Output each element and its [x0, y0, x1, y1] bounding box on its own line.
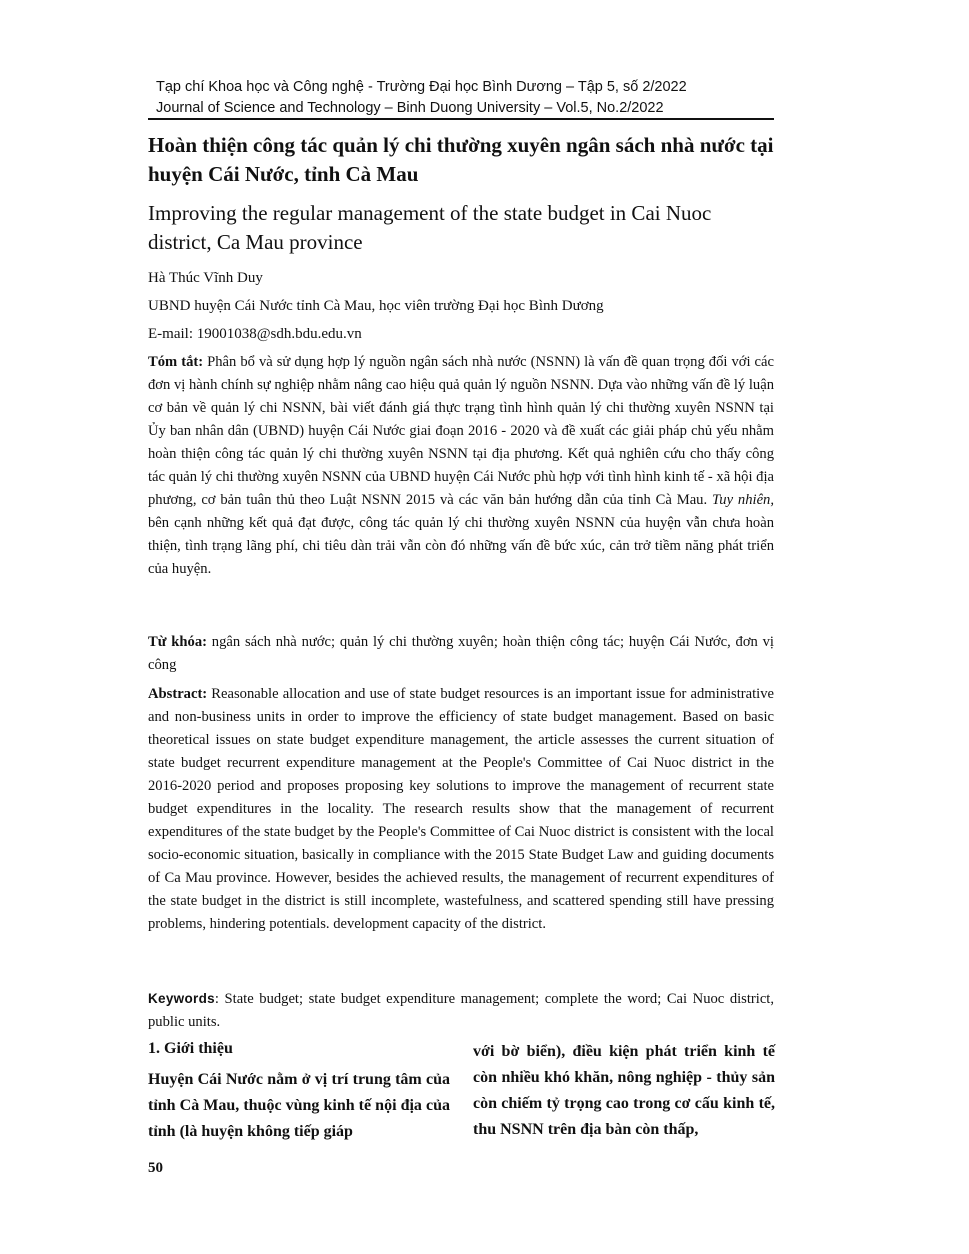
keywords-en-text: : State budget; state budget expenditure management; complete the word; Cai Nuoc district, public units. [148, 991, 774, 1030]
keywords-vn-label: Từ khóa: [148, 634, 207, 650]
abstract-en-text: Reasonable allocation and use of state budget resources is an important issue for administrative and non-business units in order to improve the efficiency of state budget management. Based on basic theoretical issues on state budget expenditure management, the article assesses the current situation of state budget recurrent expenditure management at the People's Committee of Cai Nuoc district in the 2016-2020 period and proposes proposing key solutions to improve the management of recurrent state budget expenditures in the locality. The research results show that the management of recurrent expenditures of the state budget by the People's Committee of Cai Nuoc district is consistent with the local socio-economic situation, basically in compliance with the 2015 State Budget Law and guiding documents of Ca Mau province. However, besides the achieved results, the management of recurrent expenditures of the state budget in the district is still incomplete, wastefulness, and scattered spending still have pressing problems, hindering potentials. development capacity of the district. [148, 686, 774, 932]
keywords-vn-text: ngân sách nhà nước; quản lý chi thường xuyên; hoàn thiện công tác; huyện Cái Nước, đơn vị công [148, 634, 774, 673]
body-column-left: Huyện Cái Nước nằm ở vị trí trung tâm của tỉnh Cà Mau, thuộc vùng kinh tế nội địa của tỉnh (là huyện không tiếp giáp [148, 1071, 450, 1140]
article-title-vn: Hoàn thiện công tác quản lý chi thường xuyên ngân sách nhà nước tại huyện Cái Nước, tỉnh Cà Mau [148, 133, 774, 186]
author-name: Hà Thúc Vĩnh Duy [148, 270, 263, 286]
journal-header-en: Journal of Science and Technology – Binh Duong University – Vol.5, No.2/2022 [156, 100, 664, 116]
keywords-vn [148, 631, 774, 677]
body-column-right: với bờ biển), điều kiện phát triển kinh tế còn nhiều khó khăn, nông nghiệp - thủy sản còn chiếm tỷ trọng cao trong cơ cấu kinh tế, thu NSNN trên địa bàn còn thấp, [473, 1043, 775, 1138]
summary-vn-label: Tóm tắt: [148, 354, 204, 370]
summary-vn-italic: Tuy nhiên, [711, 492, 774, 508]
section-title: 1. Giới thiệu [148, 1040, 233, 1057]
keywords-en-label: Keywords [148, 991, 215, 1006]
abstract-en-label: Abstract: [148, 686, 208, 702]
article-title-en: Improving the regular management of the state budget in Cai Nuoc district, Ca Mau province [148, 201, 712, 254]
summary-vn [148, 351, 774, 581]
summary-vn-text-1: Phân bổ và sử dụng hợp lý nguồn ngân sách nhà nước (NSNN) là vấn đề quan trọng đối với các đơn vị hành chính sự nghiệp nhằm nâng cao hiệu quả quản lý nguồn NSNN. Dựa vào những vấn đề lý luận cơ bản về quản lý chi NSNN, bài viết đánh giá thực trạng tình hình quản lý chi thường xuyên NSNN tại Ủy ban nhân dân (UBND) huyện Cái Nước giai đoạn 2016 - 2020 và đề xuất các giải pháp chủ yếu nhằm hoàn thiện công tác quản lý chi thường xuyên NSNN tại địa phương. Kết quả nghiên cứu cho thấy công tác quản lý chi thường xuyên NSNN của UBND huyện Cái Nước phù hợp với tình hình kinh tế - xã hội địa phương, cơ bản tuân thủ theo Luật NSNN 2015 và các văn bản hướng dẫn của tỉnh Cà Mau. [148, 354, 774, 508]
page-number: 50 [148, 1160, 163, 1176]
summary-vn-text-2: bên cạnh những kết quả đạt được, công tác quản lý chi thường xuyên NSNN của huyện vẫn chưa hoàn thiện, tình trạng lãng phí, chi tiêu dàn trải vẫn còn đó những vấn đề bức xúc, cản trở tiềm năng phát triển của huyện. [148, 515, 774, 577]
abstract-en [148, 683, 774, 936]
keywords-en [148, 987, 774, 1034]
author-email: E-mail: 19001038@sdh.bdu.edu.vn [148, 326, 362, 342]
author-affiliation: UBND huyện Cái Nước tỉnh Cà Mau, học viên trường Đại học Bình Dương [148, 298, 604, 314]
journal-header-vn: Tạp chí Khoa học và Công nghệ - Trường Đại học Bình Dương – Tập 5, số 2/2022 [156, 79, 687, 95]
header-divider [148, 118, 774, 120]
